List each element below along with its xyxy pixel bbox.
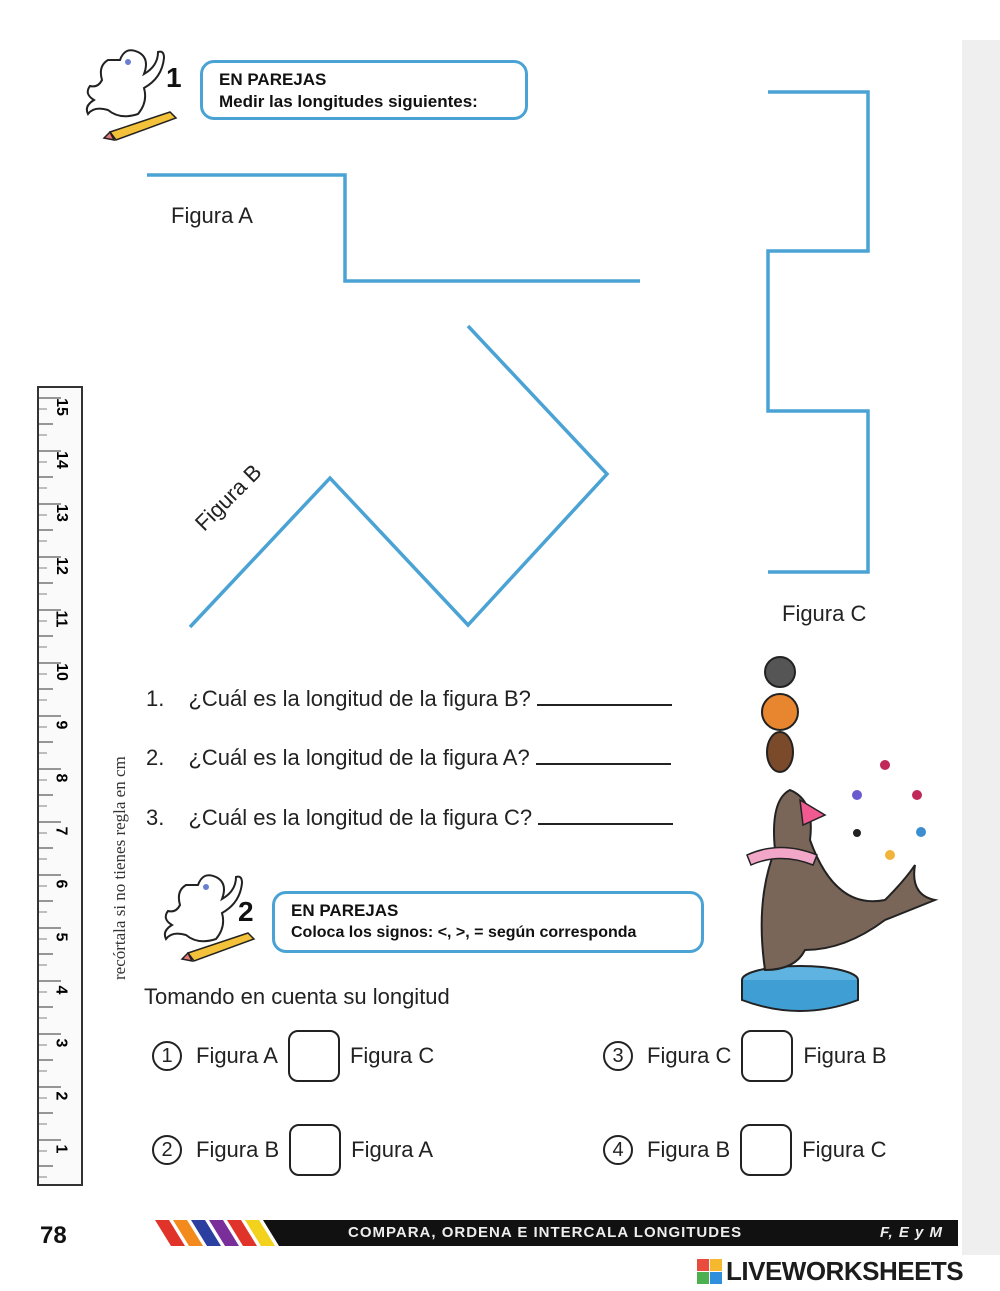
page-edge — [962, 40, 1000, 1255]
comparison-left: Figura B — [196, 1137, 280, 1162]
comparison-right: Figura A — [351, 1137, 434, 1162]
comparison-left: Figura C — [647, 1043, 732, 1068]
footer-bar — [290, 1220, 958, 1246]
sign-box[interactable] — [288, 1030, 340, 1082]
comparison-3 — [603, 1030, 887, 1082]
figure-c-line — [768, 92, 868, 572]
page-number: 78 — [40, 1222, 67, 1249]
brand-name: LIVEWORKSHEETS — [726, 1256, 964, 1286]
answer-blank[interactable] — [536, 745, 671, 765]
comparison-2 — [152, 1124, 433, 1176]
figures-drawing — [0, 0, 960, 640]
ruler-number: 2 — [52, 1091, 70, 1101]
ruler-number: 5 — [52, 932, 70, 942]
ruler-side-text: recórtala si no tienes regla en cm — [110, 756, 129, 980]
answer-blank[interactable] — [537, 686, 672, 706]
ruler-number: 12 — [52, 557, 70, 575]
footer-tag: F, E y M — [880, 1224, 944, 1241]
sign-box[interactable] — [289, 1124, 341, 1176]
ruler-number: 13 — [52, 504, 70, 522]
question-number: 3. — [146, 805, 165, 830]
exercise-2-subtitle: Tomando en cuenta su longitud — [144, 984, 450, 1009]
ruler-number: 7 — [52, 826, 70, 836]
comparison-number: 2 — [152, 1135, 182, 1165]
question-number: 2. — [146, 745, 165, 770]
ruler-number: 1 — [52, 1144, 70, 1154]
comparison-4 — [603, 1124, 887, 1176]
exercise-2-instruction-box — [272, 891, 704, 953]
sign-box[interactable] — [741, 1030, 793, 1082]
ruler-number: 9 — [52, 720, 70, 730]
exercise-1-heading: EN PAREJAS — [219, 70, 327, 89]
question-2 — [146, 745, 671, 771]
ruler-number: 14 — [52, 451, 70, 469]
comparison-right: Figura C — [349, 1043, 435, 1068]
comparison-left: Figura A — [196, 1043, 278, 1068]
comparison-left: Figura B — [647, 1137, 731, 1162]
question-text: ¿Cuál es la longitud de la figura B? — [188, 686, 531, 711]
comparison-right: Figura C — [802, 1137, 887, 1162]
question-text: ¿Cuál es la longitud de la figura C? — [188, 805, 533, 830]
sign-box[interactable] — [740, 1124, 792, 1176]
exercise-2-heading: EN PAREJAS — [291, 901, 399, 920]
exercise-2-instruction: Coloca los signos: <, >, = según corresponda — [291, 924, 637, 941]
seal-juggling-illustration — [735, 650, 945, 1020]
ruler-number: 3 — [52, 1038, 70, 1048]
exercise-2-number: 2 — [238, 896, 254, 927]
question-1 — [146, 686, 672, 712]
question-3 — [146, 805, 673, 831]
liveworksheets-brand — [697, 1256, 963, 1287]
question-number: 1. — [146, 686, 165, 711]
comparison-number: 3 — [603, 1041, 633, 1071]
ruler-number: 4 — [52, 985, 70, 995]
ruler-number: 6 — [52, 879, 70, 889]
comparison-1 — [152, 1030, 434, 1082]
ruler-number: 10 — [52, 663, 70, 681]
figure-a-label: Figura A — [171, 203, 253, 228]
comparison-number: 1 — [152, 1041, 182, 1071]
liveworksheets-logo-icon — [697, 1259, 722, 1284]
question-text: ¿Cuál es la longitud de la figura A? — [188, 745, 530, 770]
ruler-numbers — [52, 386, 82, 1186]
comparison-number: 4 — [603, 1135, 633, 1165]
color-stripes-decoration — [155, 1220, 295, 1246]
ruler-number: 15 — [52, 398, 70, 416]
comparison-right: Figura B — [803, 1043, 887, 1068]
answer-blank[interactable] — [538, 805, 673, 825]
ruler-number: 11 — [52, 610, 70, 628]
ruler-number: 8 — [52, 773, 70, 783]
exercise-1-number: 1 — [166, 62, 182, 93]
figure-b-label: Figura B — [190, 459, 267, 536]
footer-topic: COMPARA, ORDENA E INTERCALA LONGITUDES — [348, 1224, 743, 1241]
exercise-1-instruction: Medir las longitudes siguientes: — [219, 92, 478, 111]
figure-c-label: Figura C — [782, 601, 867, 626]
